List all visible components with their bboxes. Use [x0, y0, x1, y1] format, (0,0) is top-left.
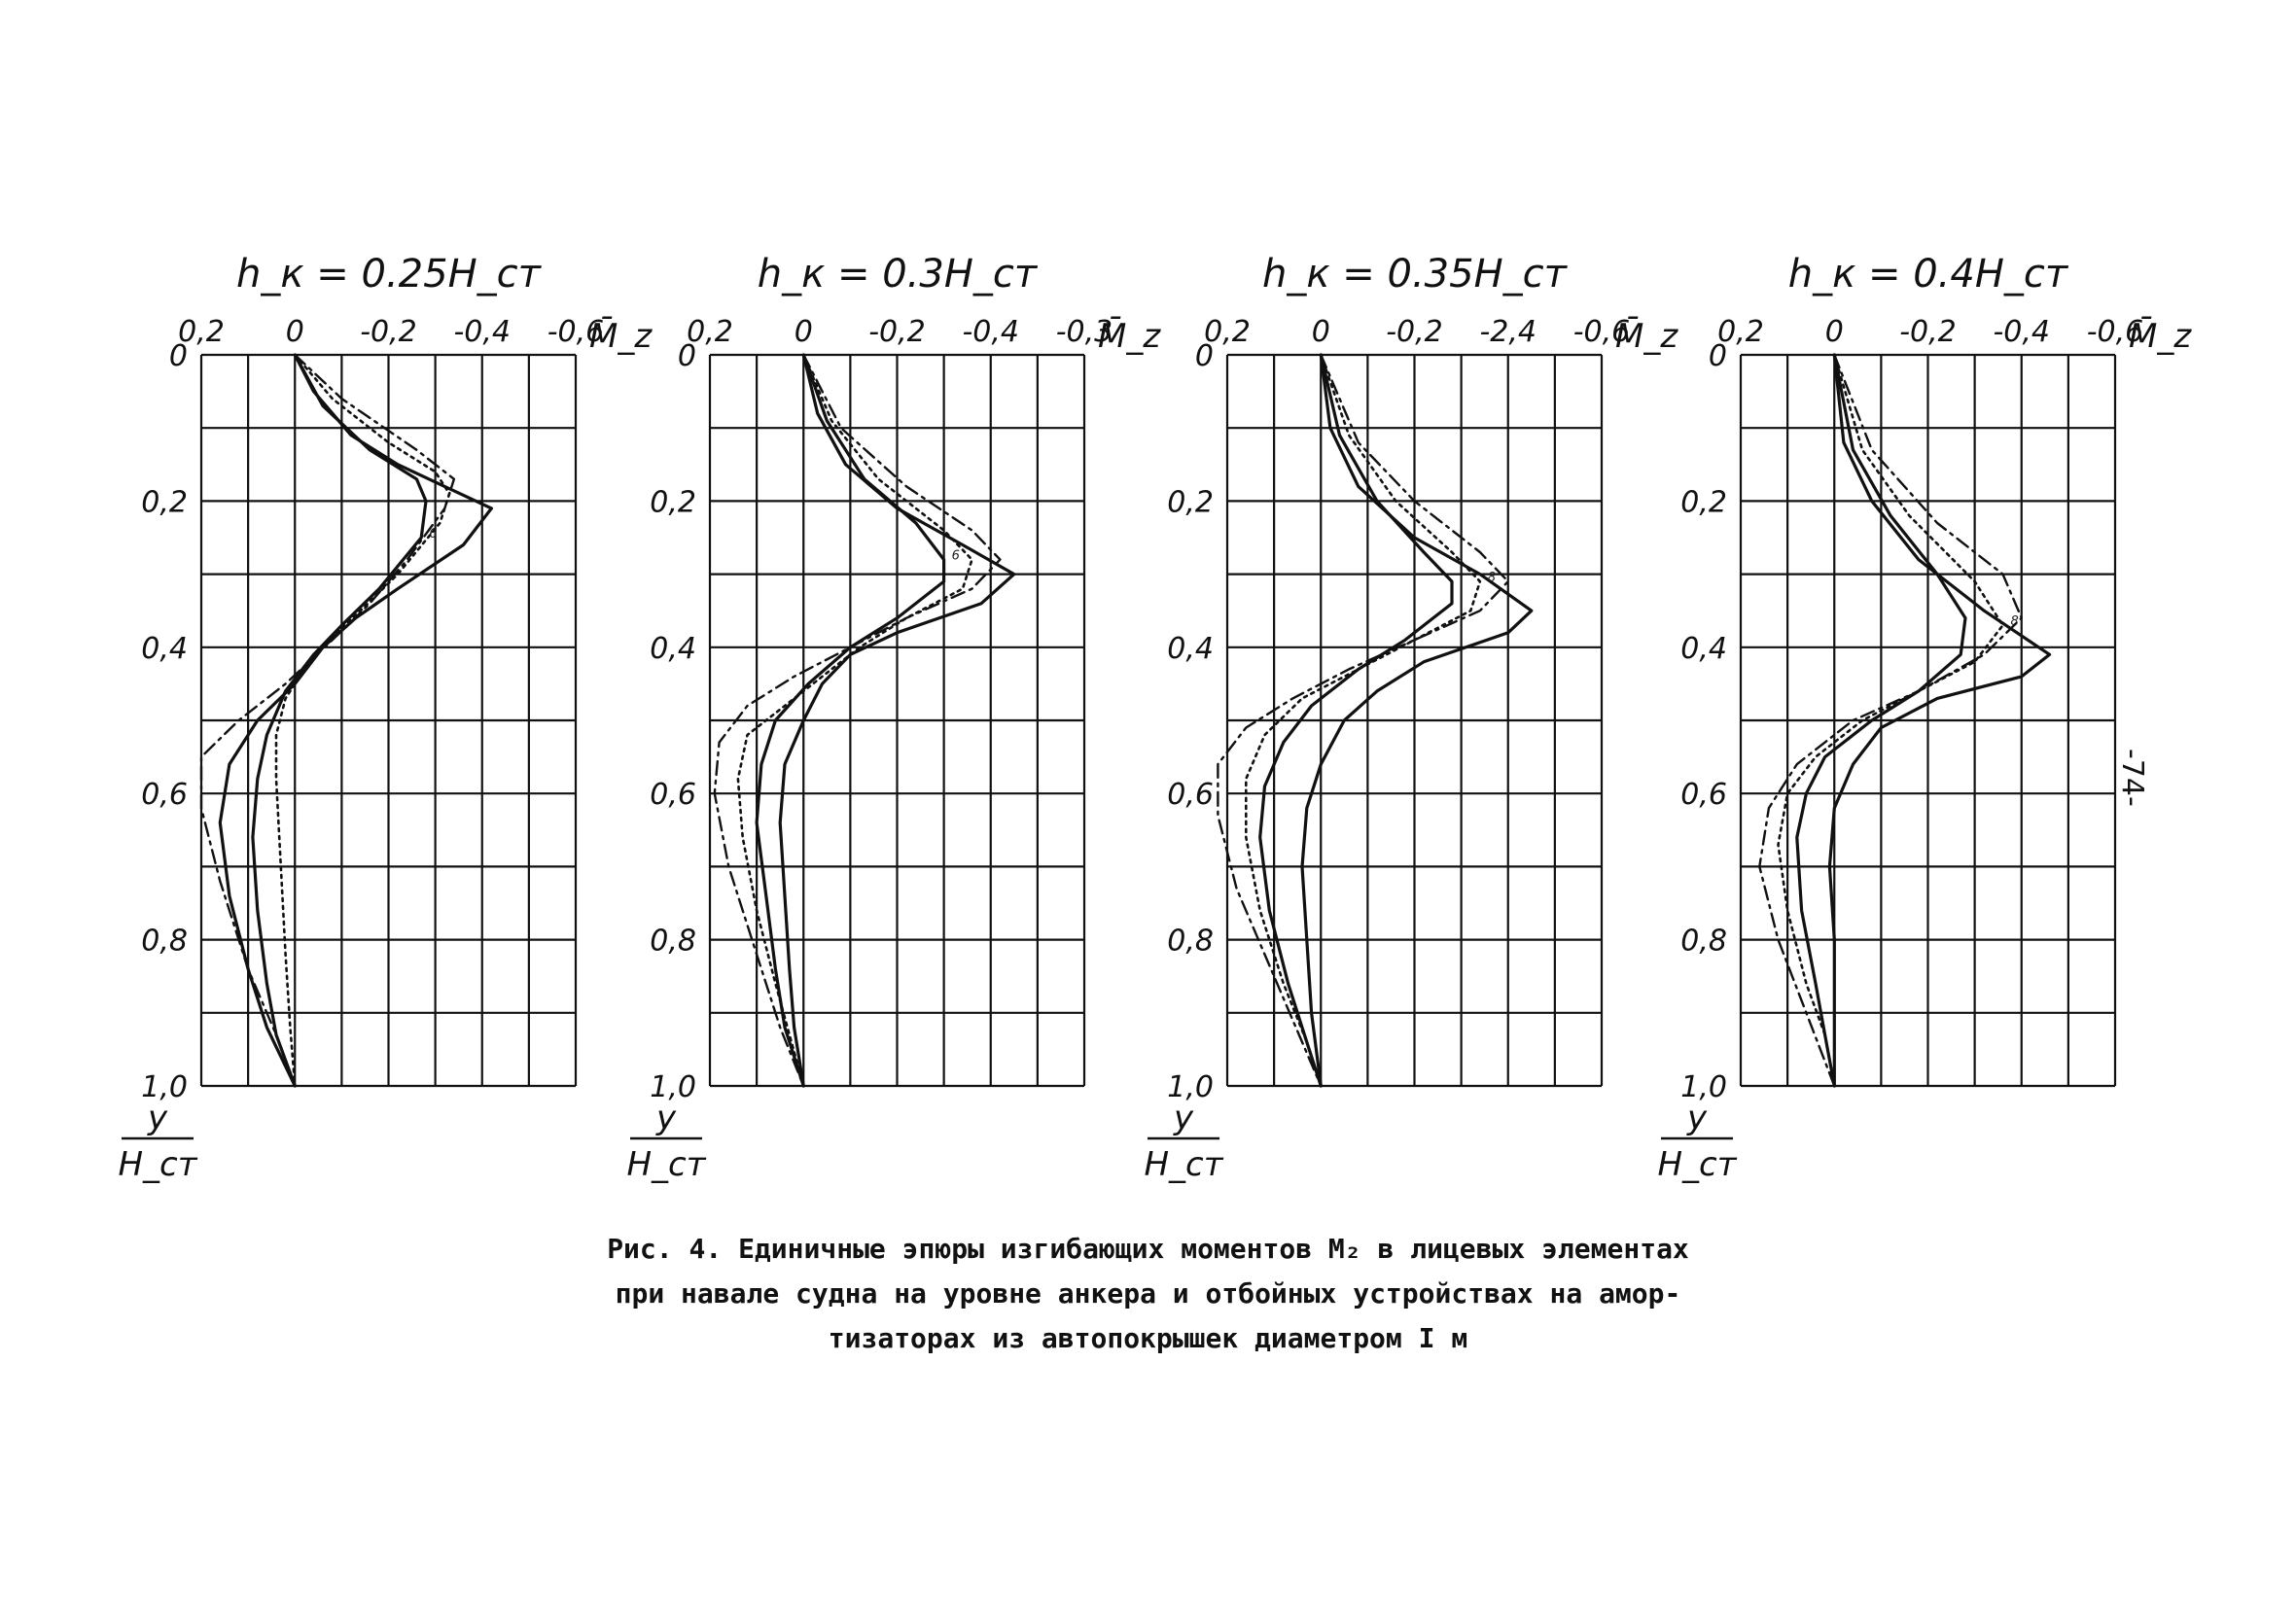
y-axis-label-numerator: y [1686, 1099, 1708, 1137]
x-tick-label: 0 [1311, 315, 1330, 349]
x-tick-label: -0,4 [453, 315, 512, 349]
y-tick-label: 0 [1194, 339, 1214, 373]
series-label: 6 [951, 548, 960, 564]
y-tick-label: 0,6 [650, 778, 696, 813]
x-tick-label: 0,2 [1717, 315, 1764, 349]
x-axis-label: M̄_z [1098, 317, 1161, 356]
y-tick-label: 1,0 [650, 1070, 696, 1104]
x-tick-label: -0,2 [868, 315, 926, 349]
y-tick-label: 0,6 [1680, 778, 1727, 813]
series-label: 8 [1487, 571, 1497, 586]
x-tick-label: -0,6 [1572, 315, 1631, 349]
chart-title: h_к = 0.3H_ст [757, 252, 1038, 297]
y-tick-label: 1,0 [1680, 1070, 1727, 1104]
x-tick-label: 0 [794, 315, 813, 349]
caption-line-2: при навале судна на уровне анкера и отбойных устройствах на амор- [615, 1277, 1681, 1310]
y-tick-label: 0,8 [1167, 924, 1214, 959]
y-tick-label: 0 [677, 339, 696, 373]
x-tick-label: -0,4 [1993, 315, 2051, 349]
chart-panel-4 [1657, 252, 2192, 1184]
caption-line-3: тизаторах из автопокрышек диаметром I м [828, 1322, 1468, 1354]
y-tick-label: 0 [1708, 339, 1727, 373]
x-axis-label: M̄_z [589, 317, 653, 356]
x-tick-label: 0 [285, 315, 304, 349]
y-tick-label: 0,2 [650, 485, 696, 520]
x-tick-label: -0,2 [360, 315, 417, 349]
y-axis-label-denominator: H_ст [626, 1145, 706, 1184]
y-axis-label-denominator: H_ст [1657, 1145, 1737, 1184]
y-tick-label: 0,4 [1680, 631, 1727, 666]
y-tick-label: 0,8 [141, 924, 188, 959]
page-number: -74- [2115, 749, 2149, 807]
chart-panel-1 [118, 252, 653, 1184]
x-tick-label: 0,2 [687, 315, 733, 349]
y-tick-label: 0 [168, 339, 188, 373]
x-tick-label: 0,2 [178, 315, 225, 349]
y-tick-label: 0,4 [1167, 631, 1214, 666]
chart-title: h_к = 0.25H_ст [236, 252, 541, 297]
y-axis-label-numerator: y [1173, 1099, 1194, 1137]
x-tick-label: -2,4 [1479, 315, 1537, 349]
y-tick-label: 0,6 [1167, 778, 1214, 813]
caption-line-1: Рис. 4. Единичные эпюры изгибающих моментов M₂ в лицевых элементах [607, 1233, 1689, 1265]
x-axis-label: M̄_z [2129, 317, 2192, 356]
x-tick-label: -0,3 [1055, 315, 1113, 349]
x-tick-label: 0,2 [1204, 315, 1251, 349]
x-tick-label: 0 [1824, 315, 1844, 349]
y-tick-label: 0,6 [141, 778, 188, 813]
y-tick-label: 0,2 [1680, 485, 1727, 520]
y-tick-label: 1,0 [141, 1070, 188, 1104]
y-tick-label: 0,2 [141, 485, 188, 520]
y-tick-label: 0,2 [1167, 485, 1214, 520]
series-label: 6 [429, 527, 438, 541]
chart-title: h_к = 0.4H_ст [1787, 252, 2068, 297]
x-tick-label: -0,4 [962, 315, 1020, 349]
series-label: 8 [2010, 614, 2019, 630]
y-tick-label: 1,0 [1167, 1070, 1214, 1104]
chart-title: h_к = 0.35H_ст [1262, 252, 1567, 297]
x-axis-label: M̄_z [1615, 317, 1678, 356]
y-tick-label: 0,8 [650, 924, 696, 959]
y-axis-label-denominator: H_ст [118, 1145, 197, 1184]
chart-panel-2 [626, 252, 1161, 1184]
x-tick-label: -0,6 [547, 315, 605, 349]
x-tick-label: -0,2 [1386, 315, 1443, 349]
y-axis-label-numerator: y [655, 1099, 677, 1137]
x-tick-label: -0,2 [1899, 315, 1957, 349]
chart-panel-3 [1144, 252, 1678, 1184]
y-tick-label: 0,4 [141, 631, 188, 666]
y-tick-label: 0,4 [650, 631, 696, 666]
y-axis-label-numerator: y [147, 1099, 168, 1137]
y-tick-label: 0,8 [1680, 924, 1727, 959]
y-axis-label-denominator: H_ст [1144, 1145, 1223, 1184]
x-tick-label: -0,6 [2086, 315, 2144, 349]
